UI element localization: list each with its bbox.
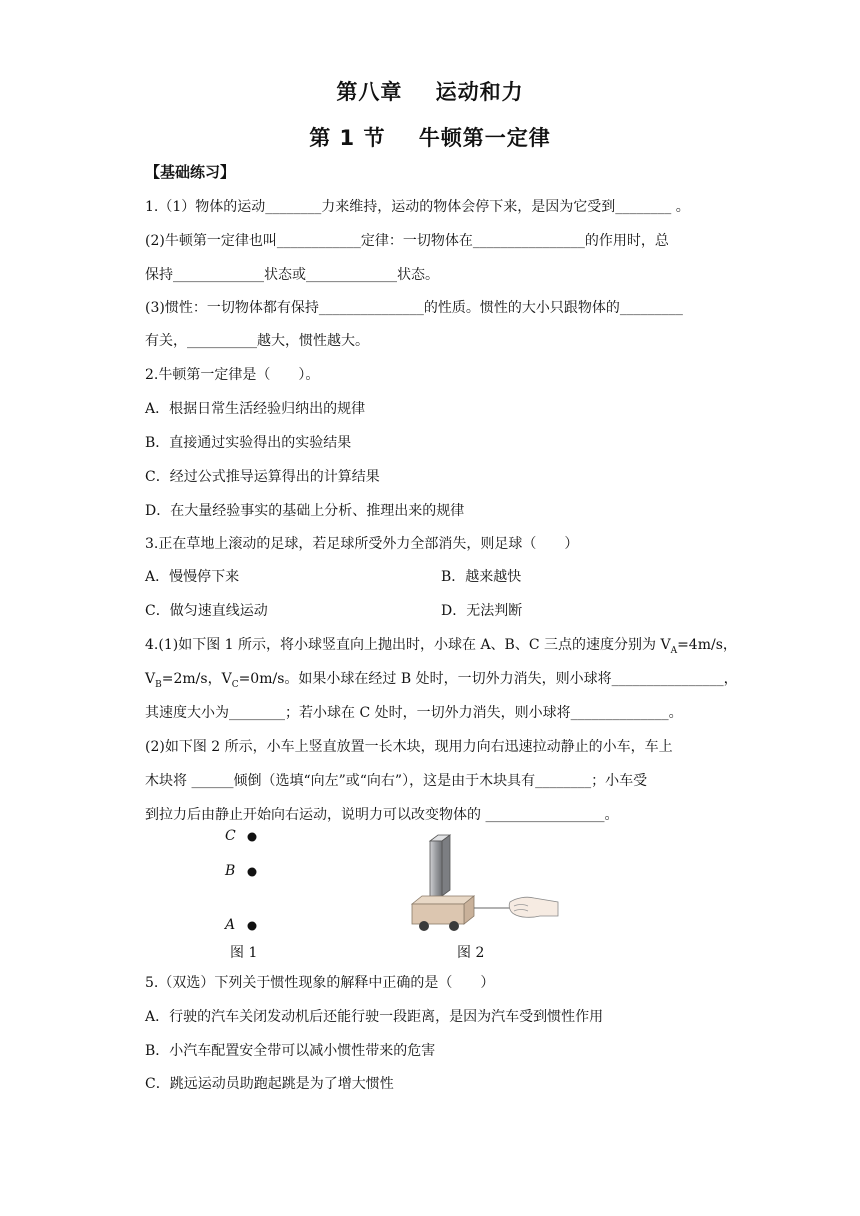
q4-line-5: 木块将 ______倾倒（选填“向左”或“向右”），这是由于木块具有________；小车受 (145, 773, 648, 789)
point-label-a: A (225, 917, 236, 933)
q4-line-6: 到拉力后由静止开始向右运动，说明力可以改变物体的 _________________。 (145, 807, 619, 823)
wheel (419, 921, 429, 931)
wood-block (430, 841, 442, 897)
q1-line-1: 1.（1）物体的运动________力来维持，运动的物体会停下来，是因为它受到________ 。 (145, 199, 690, 215)
q3-option-a: A．慢慢停下来 (145, 569, 240, 585)
lesson-title: 第 1 节 牛顿第一定律 (309, 126, 551, 150)
dot-a (248, 922, 257, 931)
point-label-b: B (225, 863, 236, 879)
q4-line-2: $V_B=2m/s$，$V_C=0m/s$。如果小球在经过 B 处时，一切外力消失，则小球将________________， (145, 671, 738, 690)
q3-option-d: D．无法判断 (441, 603, 523, 619)
ball-dots (240, 826, 270, 946)
q1-line-2: (2)牛顿第一定律也叫____________定律：一切物体在________________的作用时，总 (145, 233, 669, 249)
figure-1-caption: 图 1 (230, 945, 258, 961)
q4-line-1: 4.(1)如下图 1 所示，将小球竖直向上抛出时，小球在 A、B、C 三点的速度分别为 $V_A=4m/s$， (145, 637, 737, 656)
q5-option-c: C．跳远运动员助跑起跳是为了增大惯性 (145, 1076, 394, 1092)
section-heading: 【基础练习】 (145, 163, 236, 181)
point-label-c: C (225, 828, 236, 844)
q1-line-4: (3)惯性：一切物体都有保持_______________的性质。惯性的大小只跟物体的_________ (145, 300, 683, 316)
cart-block-illustration (408, 832, 568, 932)
q3-option-b: B．越来越快 (441, 569, 522, 585)
cart-body (412, 904, 464, 924)
q2-option-d: D．在大量经验事实的基础上分析、推理出来的规律 (145, 503, 465, 519)
q2-option-a: A．根据日常生活经验归纳出的规律 (145, 401, 366, 417)
q1-line-5: 有关，__________越大，惯性越大。 (145, 333, 369, 349)
q2-stem: 2.牛顿第一定律是（ ）。 (145, 367, 320, 383)
q1-line-3: 保持_____________状态或_____________状态。 (145, 267, 439, 283)
chapter-title: 第八章 运动和力 (336, 80, 524, 104)
q2-option-b: B．直接通过实验得出的实验结果 (145, 435, 352, 451)
q3-stem: 3.正在草地上滚动的足球，若足球所受外力全部消失，则足球（ ） (145, 536, 579, 552)
q5-option-b: B．小汽车配置安全带可以减小惯性带来的危害 (145, 1043, 436, 1059)
wheel (449, 921, 459, 931)
q4-line-4: (2)如下图 2 所示，小车上竖直放置一长木块，现用力向右迅速拉动静止的小车，车上 (145, 739, 673, 755)
q2-option-c: C．经过公式推导运算得出的计算结果 (145, 469, 380, 485)
q4-line-3: 其速度大小为________；若小球在 C 处时，一切外力消失，则小球将______________。 (145, 705, 683, 721)
q5-stem: 5.（双选）下列关于惯性现象的解释中正确的是（ ） (145, 975, 495, 991)
hand (509, 897, 558, 917)
q5-option-a: A．行驶的汽车关闭发动机后还能行驶一段距离，是因为汽车受到惯性作用 (145, 1009, 604, 1025)
figure-2-caption: 图 2 (457, 945, 485, 961)
dot-c (248, 833, 257, 842)
q3-option-c: C．做匀速直线运动 (145, 603, 268, 619)
dot-b (248, 868, 257, 877)
